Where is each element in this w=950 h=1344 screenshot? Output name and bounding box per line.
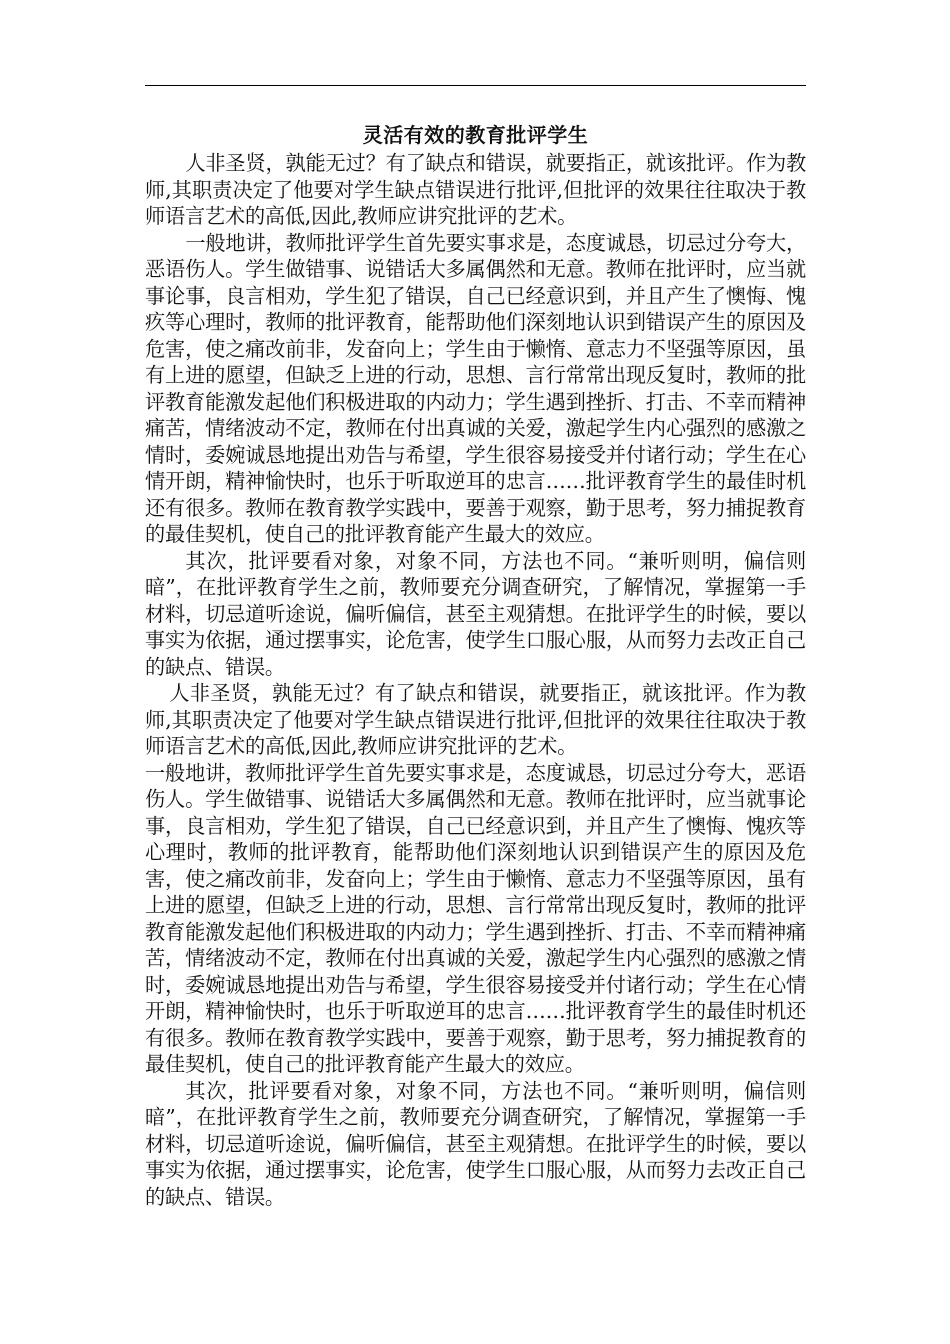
paragraph-3: 其次，批评要看对象，对象不同，方法也不同。“兼听则明，偏信则暗”，在批评教育学生之前，教师要充分调查研究，了解情况，掌握第一手材料，切忌道听途说，偏听偏信，甚至主观猜想。在批评学生的时候，要以事实为依据，通过摆事实，论危害，使学生口服心服，从而努力去改正自己的缺点、错误。: [145, 548, 806, 679]
paragraph-1: 人非圣贤，孰能无过？有了缺点和错误，就要指正，就该批评。作为教师,其职责决定了他要对学生缺点错误进行批评,但批评的效果往往取决于教师语言艺术的高低,因此,教师应讲究批评的艺术。: [145, 151, 806, 228]
header-rule: [145, 85, 806, 86]
document-title: 灵活有效的教育批评学生: [362, 123, 589, 147]
paragraph-6: 其次，批评要看对象，对象不同，方法也不同。“兼听则明，偏信则暗”，在批评教育学生之前，教师要充分调查研究，了解情况，掌握第一手材料，切忌道听途说，偏听偏信，甚至主观猜想。在批评学生的时候，要以事实为依据，通过摆事实，论危害，使学生口服心服，从而努力去改正自己的缺点、错误。: [145, 1078, 806, 1209]
paragraph-4: 人非圣贤，孰能无过？有了缺点和错误，就要指正，就该批评。作为教师,其职责决定了他要对学生缺点错误进行批评,但批评的效果往往取决于教师语言艺术的高低,因此,教师应讲究批评的艺术。: [145, 681, 806, 758]
paragraph-2: 一般地讲，教师批评学生首先要实事求是，态度诚恳，切忌过分夸大，恶语伤人。学生做错事、说错话大多属偶然和无意。教师在批评时，应当就事论事，良言相劝，学生犯了错误，自己已经意识到，并且产生了懊悔、愧疚等心理时，教师的批评教育，能帮助他们深刻地认识到错误产生的原因及危害，使之痛改前非，发奋向上；学生由于懒惰、意志力不坚强等原因，虽有上进的愿望，但缺乏上进的行动，思想、言行常常出现反复时，教师的批评教育能激发起他们积极进取的内动力；学生遇到挫折、打击、不幸而精神痛苦，情绪波动不定，教师在付出真诚的关爱，激起学生内心强烈的感激之情时，委婉诚恳地提出劝告与希望，学生很容易接受并付诸行动；学生在心情开朗，精神愉快时，也乐于听取逆耳的忠言……批评教育学生的最佳时机还有很多。教师在教育教学实践中，要善于观察，勤于思考，努力捕捉教育的最佳契机，使自己的批评教育能产生最大的效应。: [145, 230, 806, 546]
document-body: [145, 120, 806, 1210]
paragraph-5: 一般地讲，教师批评学生首先要实事求是，态度诚恳，切忌过分夸大，恶语伤人。学生做错事、说错话大多属偶然和无意。教师在批评时，应当就事论事，良言相劝，学生犯了错误，自己已经意识到，并且产生了懊悔、愧疚等心理时，教师的批评教育，能帮助他们深刻地认识到错误产生的原因及危害，使之痛改前非，发奋向上；学生由于懒惰、意志力不坚强等原因，虽有上进的愿望，但缺乏上进的行动，思想、言行常常出现反复时，教师的批评教育能激发起他们积极进取的内动力；学生遇到挫折、打击、不幸而精神痛苦，情绪波动不定，教师在付出真诚的关爱，激起学生内心强烈的感激之情时，委婉诚恳地提出劝告与希望，学生很容易接受并付诸行动；学生在心情开朗，精神愉快时，也乐于听取逆耳的忠言……批评教育学生的最佳时机还有很多。教师在教育教学实践中，要善于观察，勤于思考，努力捕捉教育的最佳契机，使自己的批评教育能产生最大的效应。: [145, 760, 806, 1076]
